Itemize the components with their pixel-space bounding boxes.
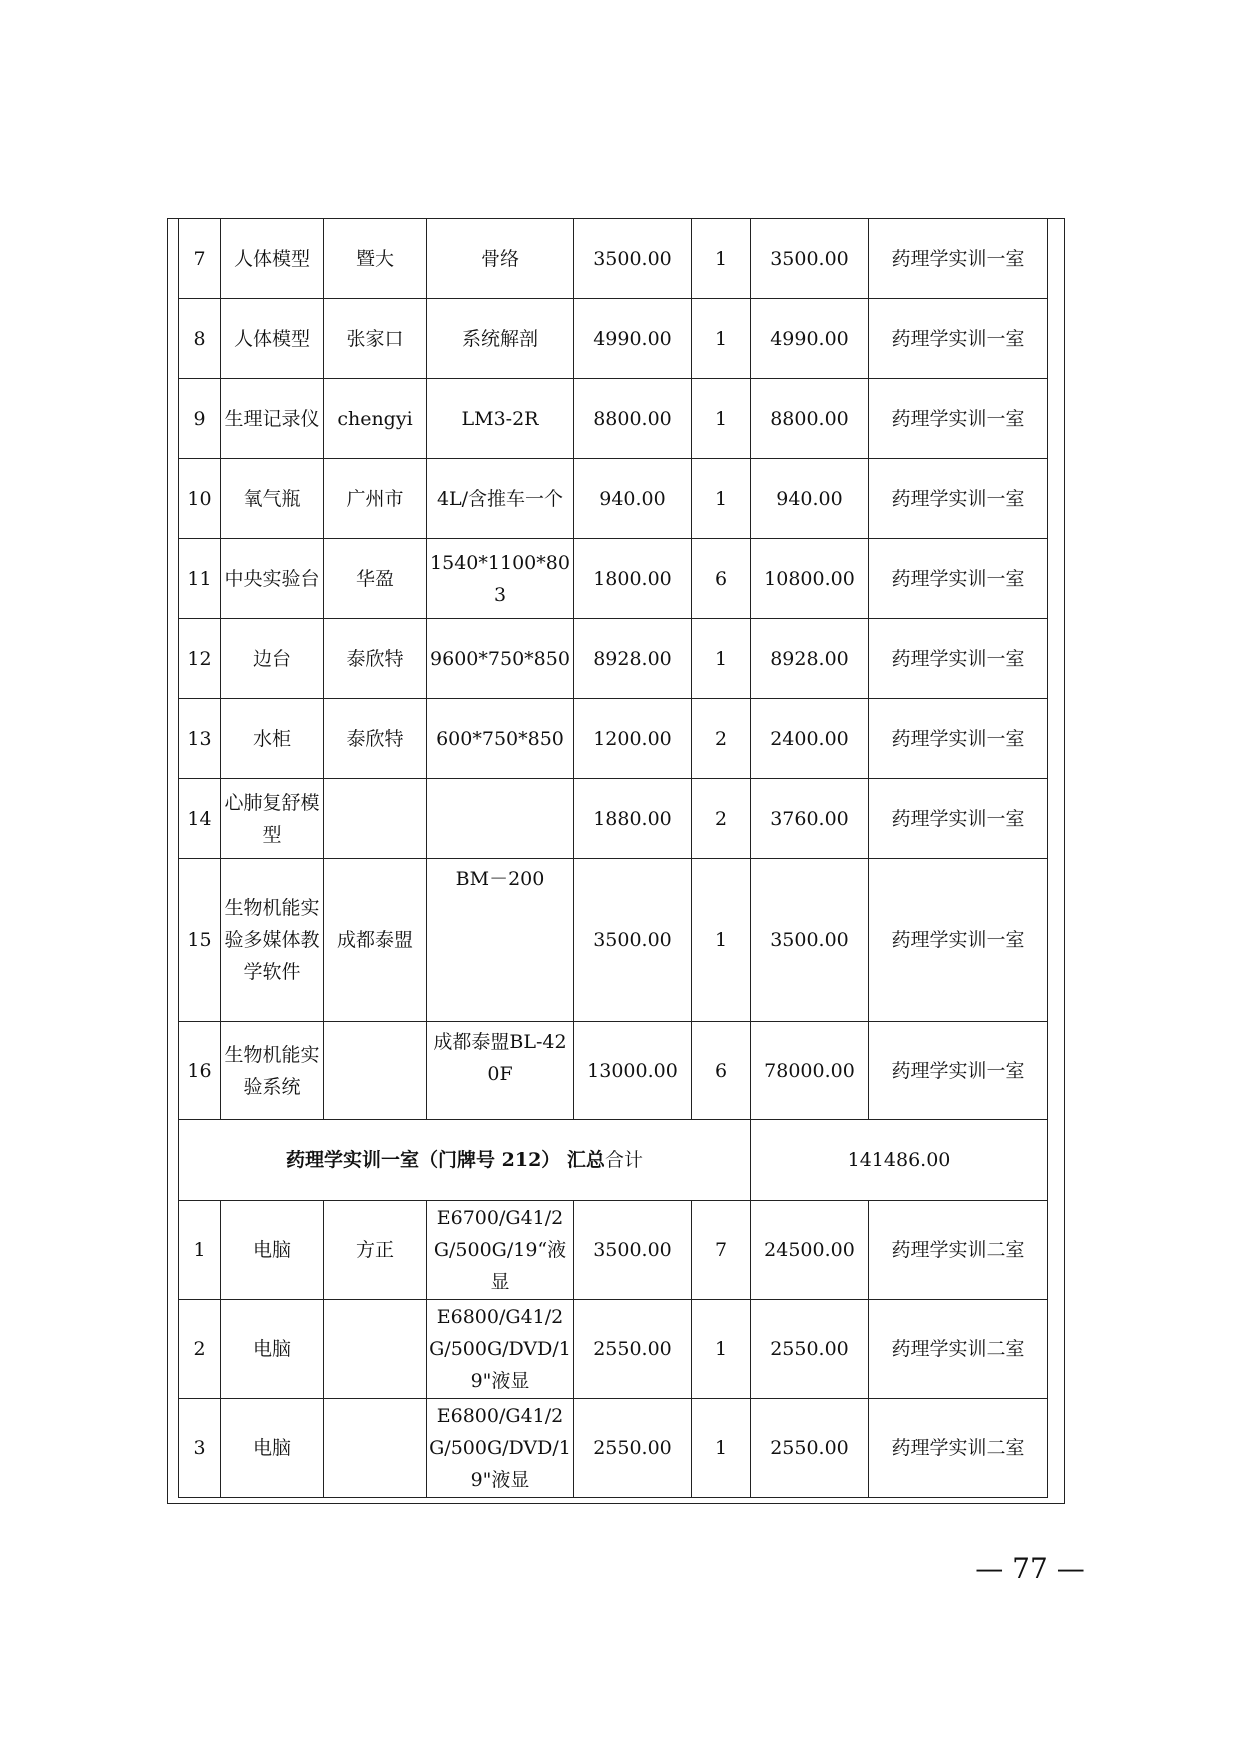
cell-location: 药理学实训二室: [869, 1300, 1048, 1399]
cell-price: 2550.00: [574, 1300, 692, 1399]
cell-qty: 1: [692, 299, 751, 379]
cell-total: 2550.00: [751, 1399, 869, 1498]
cell-price: 13000.00: [574, 1022, 692, 1120]
table-row: [179, 619, 1048, 699]
cell-price: 1200.00: [574, 699, 692, 779]
cell-total: 78000.00: [751, 1022, 869, 1120]
cell-location: 药理学实训一室: [869, 459, 1048, 539]
cell-brand: 广州市: [324, 459, 427, 539]
cell-model: 成都泰盟BL-420F: [427, 1022, 574, 1120]
cell-model: 9600*750*850: [427, 619, 574, 699]
cell-total: 24500.00: [751, 1201, 869, 1300]
cell-model: E6700/G41/2G/500G/19“液显: [427, 1201, 574, 1300]
table-row: [179, 1399, 1048, 1498]
cell-name: 水柜: [221, 699, 324, 779]
cell-price: 1800.00: [574, 539, 692, 619]
cell-total: 8928.00: [751, 619, 869, 699]
cell-qty: 1: [692, 859, 751, 1022]
cell-brand: 华盈: [324, 539, 427, 619]
cell-name: 人体模型: [221, 299, 324, 379]
table-row: [179, 859, 1048, 1022]
cell-name: 氧气瓶: [221, 459, 324, 539]
cell-no: 8: [179, 299, 221, 379]
table-row: [179, 1022, 1048, 1120]
cell-total: 940.00: [751, 459, 869, 539]
cell-location: 药理学实训一室: [869, 1022, 1048, 1120]
cell-location: 药理学实训一室: [869, 539, 1048, 619]
cell-name: 电脑: [221, 1300, 324, 1399]
cell-model: [427, 779, 574, 859]
cell-no: 3: [179, 1399, 221, 1498]
cell-total: 10800.00: [751, 539, 869, 619]
table-row: [179, 459, 1048, 539]
cell-model: 系统解剖: [427, 299, 574, 379]
cell-name: 生物机能实验系统: [221, 1022, 324, 1120]
cell-brand: 张家口: [324, 299, 427, 379]
cell-qty: 7: [692, 1201, 751, 1300]
cell-total: 8800.00: [751, 379, 869, 459]
cell-location: 药理学实训二室: [869, 1201, 1048, 1300]
cell-no: 1: [179, 1201, 221, 1300]
cell-name: 电脑: [221, 1201, 324, 1300]
cell-brand: 泰欣特: [324, 619, 427, 699]
cell-price: 3500.00: [574, 1201, 692, 1300]
cell-qty: 1: [692, 459, 751, 539]
page-number: — 77 —: [975, 1552, 1085, 1585]
cell-total: 2400.00: [751, 699, 869, 779]
cell-name: 电脑: [221, 1399, 324, 1498]
cell-price: 2550.00: [574, 1399, 692, 1498]
cell-qty: 1: [692, 619, 751, 699]
cell-no: 13: [179, 699, 221, 779]
cell-name: 生理记录仪: [221, 379, 324, 459]
cell-model: LM3-2R: [427, 379, 574, 459]
cell-brand: chengyi: [324, 379, 427, 459]
cell-qty: 1: [692, 219, 751, 299]
cell-brand: [324, 779, 427, 859]
cell-name: 心肺复舒模型: [221, 779, 324, 859]
cell-model: E6800/G41/2G/500G/DVD/19"液显: [427, 1399, 574, 1498]
table-row: [179, 779, 1048, 859]
cell-location: 药理学实训一室: [869, 779, 1048, 859]
cell-location: 药理学实训一室: [869, 299, 1048, 379]
cell-price: 1880.00: [574, 779, 692, 859]
cell-name: 生物机能实验多媒体教学软件: [221, 859, 324, 1022]
cell-qty: 1: [692, 1300, 751, 1399]
cell-no: 2: [179, 1300, 221, 1399]
cell-no: 9: [179, 379, 221, 459]
cell-no: 10: [179, 459, 221, 539]
cell-total: 3760.00: [751, 779, 869, 859]
cell-model: 4L/含推车一个: [427, 459, 574, 539]
cell-no: 15: [179, 859, 221, 1022]
cell-model: BM－200: [427, 859, 574, 1022]
cell-total: 4990.00: [751, 299, 869, 379]
cell-model: 600*750*850: [427, 699, 574, 779]
summary-value: 141486.00: [751, 1120, 1048, 1201]
cell-qty: 6: [692, 1022, 751, 1120]
cell-qty: 1: [692, 1399, 751, 1498]
cell-no: 14: [179, 779, 221, 859]
cell-price: 3500.00: [574, 859, 692, 1022]
table-row: [179, 1201, 1048, 1300]
summary-label-bold: 药理学实训一室（门牌号 212） 汇总: [286, 1149, 605, 1171]
table-row: [179, 539, 1048, 619]
table-row: [179, 299, 1048, 379]
cell-location: 药理学实训一室: [869, 219, 1048, 299]
cell-no: 12: [179, 619, 221, 699]
cell-total: 3500.00: [751, 219, 869, 299]
cell-brand: [324, 1022, 427, 1120]
cell-total: 2550.00: [751, 1300, 869, 1399]
cell-location: 药理学实训一室: [869, 859, 1048, 1022]
cell-name: 中央实验台: [221, 539, 324, 619]
inventory-table: [178, 218, 1048, 1498]
table-row: [179, 379, 1048, 459]
cell-brand: 泰欣特: [324, 699, 427, 779]
cell-name: 边台: [221, 619, 324, 699]
cell-total: 3500.00: [751, 859, 869, 1022]
cell-no: 11: [179, 539, 221, 619]
cell-brand: 成都泰盟: [324, 859, 427, 1022]
cell-brand: 方正: [324, 1201, 427, 1300]
cell-location: 药理学实训一室: [869, 379, 1048, 459]
table-row: [179, 1300, 1048, 1399]
cell-model: 骨络: [427, 219, 574, 299]
table-row: [179, 699, 1048, 779]
cell-brand: [324, 1399, 427, 1498]
cell-no: 16: [179, 1022, 221, 1120]
cell-qty: 2: [692, 779, 751, 859]
cell-model: 1540*1100*803: [427, 539, 574, 619]
cell-qty: 6: [692, 539, 751, 619]
cell-price: 8928.00: [574, 619, 692, 699]
cell-no: 7: [179, 219, 221, 299]
cell-brand: 暨大: [324, 219, 427, 299]
cell-qty: 2: [692, 699, 751, 779]
cell-name: 人体模型: [221, 219, 324, 299]
cell-price: 8800.00: [574, 379, 692, 459]
summary-label: [179, 1120, 751, 1201]
cell-price: 3500.00: [574, 219, 692, 299]
cell-qty: 1: [692, 379, 751, 459]
table-row: [179, 219, 1048, 299]
cell-location: 药理学实训一室: [869, 699, 1048, 779]
summary-label-normal: 合计: [604, 1149, 643, 1171]
cell-location: 药理学实训一室: [869, 619, 1048, 699]
cell-price: 4990.00: [574, 299, 692, 379]
cell-model: E6800/G41/2G/500G/DVD/19"液显: [427, 1300, 574, 1399]
cell-brand: [324, 1300, 427, 1399]
summary-row: [179, 1120, 1048, 1201]
cell-price: 940.00: [574, 459, 692, 539]
cell-location: 药理学实训二室: [869, 1399, 1048, 1498]
